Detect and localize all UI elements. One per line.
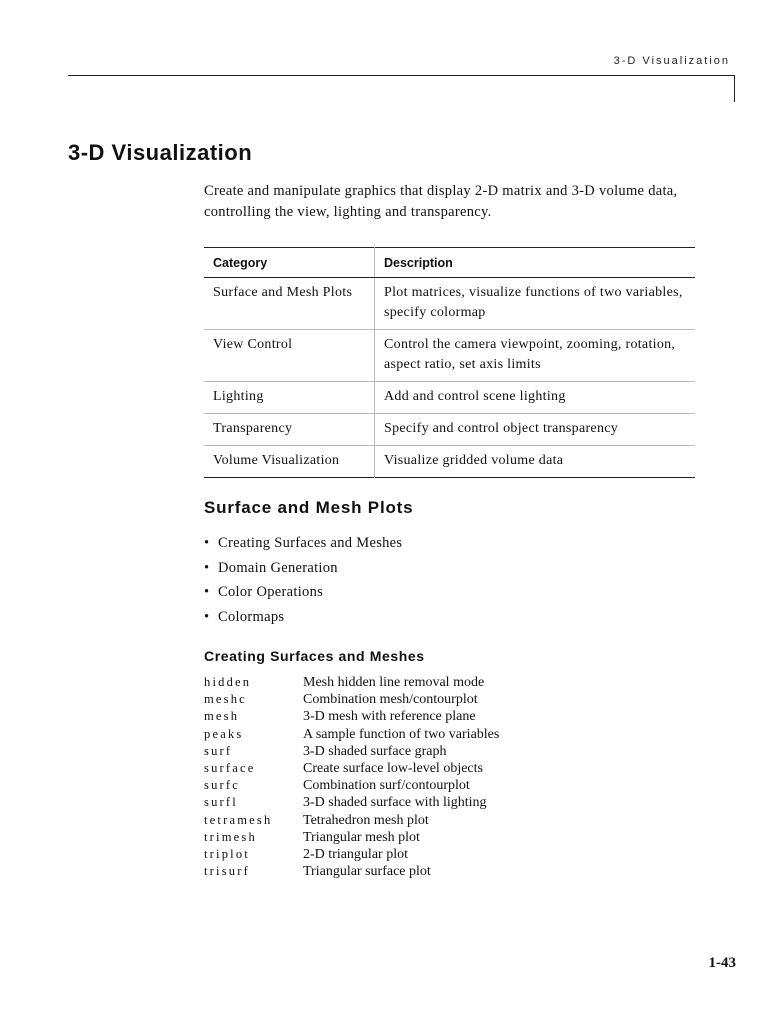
function-description: Tetrahedron mesh plot [303, 812, 429, 828]
category-cell[interactable]: Volume Visualization [204, 446, 375, 478]
description-cell: Specify and control object transparency [375, 414, 696, 446]
list-item-label: Color Operations [218, 584, 324, 600]
function-description: Mesh hidden line removal mode [303, 675, 485, 690]
function-name-link[interactable]: tetramesh [204, 812, 273, 827]
function-name-link[interactable]: surface [204, 760, 256, 775]
function-row [204, 707, 499, 724]
subsection-title: Creating Surfaces and Meshes [204, 648, 425, 664]
function-row [204, 862, 499, 879]
list-item[interactable] [204, 581, 402, 606]
function-description: Triangular surface plot [303, 864, 431, 880]
category-cell[interactable]: View Control [204, 330, 375, 382]
function-row [204, 793, 499, 810]
column-header-category: Category [204, 248, 375, 278]
function-name-link[interactable]: surfl [204, 795, 238, 810]
topic-list [204, 532, 402, 630]
function-row [204, 845, 499, 862]
table-row [204, 414, 695, 446]
list-item-label: Creating Surfaces and Meshes [218, 535, 403, 551]
category-cell[interactable]: Lighting [204, 382, 375, 414]
category-cell[interactable]: Transparency [204, 414, 375, 446]
function-description: A sample function of two variables [303, 726, 500, 742]
category-cell[interactable]: Surface and Mesh Plots [204, 278, 375, 330]
chapter-intro: Create and manipulate graphics that display 2-D matrix and 3-D volume data, controlling the view, lighting and transparency. [204, 183, 678, 220]
table-row [204, 382, 695, 414]
function-name-link[interactable]: surfc [204, 778, 240, 793]
description-cell: Add and control scene lighting [375, 382, 696, 414]
list-item[interactable] [204, 532, 402, 557]
function-list [204, 673, 499, 879]
list-item[interactable] [204, 557, 402, 582]
chapter-title: 3-D Visualization [68, 140, 253, 165]
function-description: Create surface low-level objects [303, 760, 483, 776]
function-name-link[interactable]: surf [204, 743, 233, 758]
description-cell: Visualize gridded volume data [384, 453, 564, 468]
header-rule-tick [734, 75, 735, 102]
function-row [204, 828, 499, 845]
function-name-link[interactable]: triplot [204, 846, 250, 861]
function-name-link[interactable]: mesh [204, 709, 240, 724]
bullet-icon: • [204, 535, 210, 551]
section-title: Surface and Mesh Plots [204, 498, 414, 517]
list-item-label: Colormaps [218, 608, 285, 625]
function-row [204, 725, 499, 742]
function-description: 2-D triangular plot [303, 846, 408, 862]
description-cell: Plot matrices, visualize functions of two variables, specify colormap [375, 278, 696, 330]
function-description: 3-D mesh with reference plane [303, 709, 476, 725]
bullet-icon: • [204, 584, 210, 600]
function-name-link[interactable]: hidden [204, 675, 252, 689]
category-table [204, 247, 695, 478]
function-description: 3-D shaded surface with lighting [303, 795, 487, 811]
function-name-link[interactable]: peaks [204, 726, 244, 741]
function-description: Triangular mesh plot [303, 829, 420, 845]
table-row [204, 278, 695, 330]
list-item[interactable] [204, 606, 402, 631]
bullet-icon: • [204, 559, 210, 576]
function-row [204, 776, 499, 793]
function-name-link[interactable]: trimesh [204, 829, 257, 844]
function-row [204, 742, 499, 759]
table-header-row [204, 248, 695, 278]
list-item-label: Domain Generation [218, 559, 338, 576]
table-row [204, 446, 695, 478]
bullet-icon: • [204, 608, 210, 625]
function-name-link[interactable]: trisurf [204, 864, 250, 879]
function-row [204, 673, 499, 690]
page-number: 1-43 [708, 955, 736, 971]
running-head: 3-D Visualization [613, 55, 730, 67]
function-description: Combination surf/contourplot [303, 778, 470, 794]
function-row [204, 811, 499, 828]
function-name-link[interactable]: meshc [204, 692, 247, 707]
table-row [204, 330, 695, 382]
column-header-description: Description [375, 248, 696, 278]
function-description: Combination mesh/contourplot [303, 692, 478, 708]
function-description: 3-D shaded surface graph [303, 743, 447, 759]
function-row [204, 759, 499, 776]
function-row [204, 690, 499, 707]
description-cell: Control the camera viewpoint, zooming, rotation, aspect ratio, set axis limits [375, 330, 696, 382]
header-rule [68, 75, 735, 76]
